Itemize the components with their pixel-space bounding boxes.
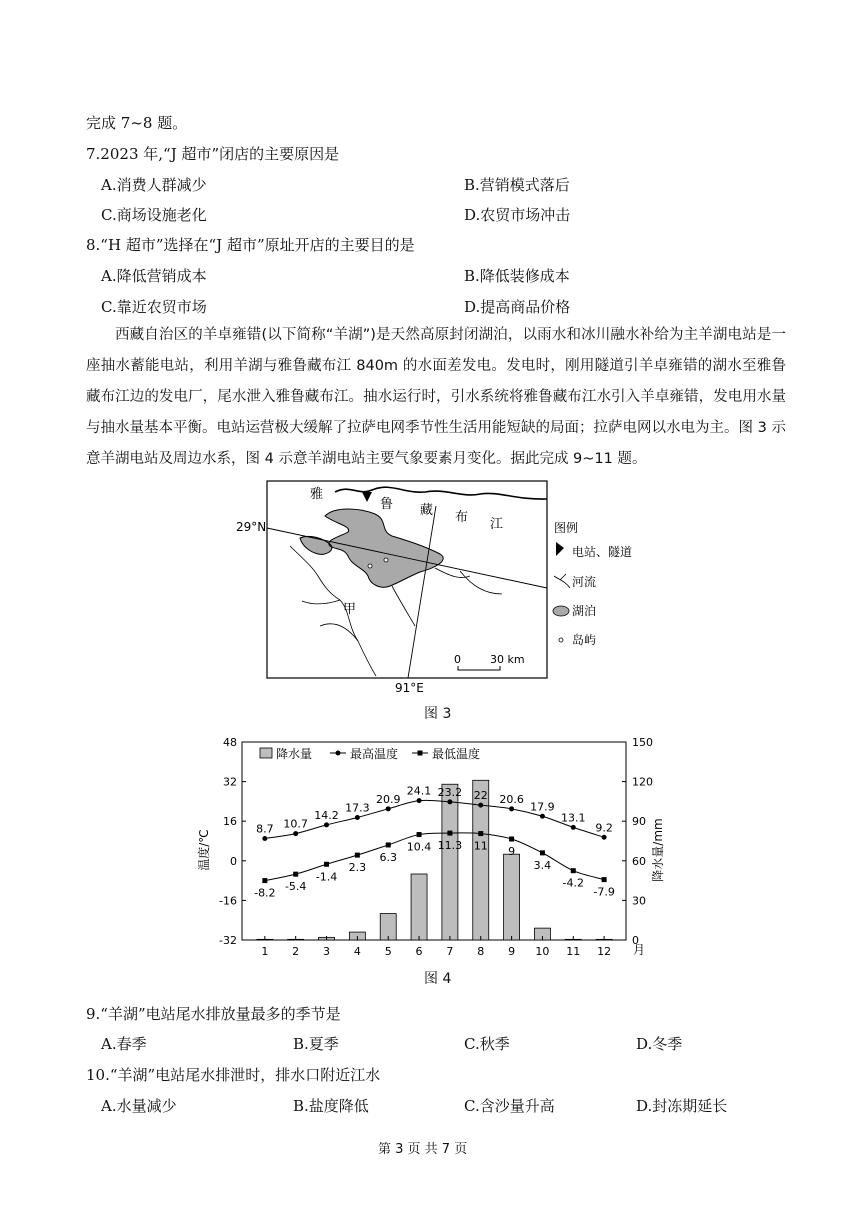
max-temp-data-label: 10.7 (283, 817, 308, 831)
legend-station-label: 电站、隧道 (572, 545, 633, 559)
legend-lake-icon (553, 606, 569, 616)
y-right-tick-label: 60 (632, 854, 646, 868)
max-temp-point (509, 806, 514, 811)
river-char-3: 藏 (420, 503, 434, 518)
legend-max-dot (336, 751, 341, 756)
scale-label: 30 km (490, 653, 525, 666)
question-9-stem: 9.“羊湖”电站尾水排放量最多的季节是 (86, 1005, 341, 1023)
yamdrok-lake (300, 509, 443, 587)
map-frame (267, 481, 547, 678)
min-temp-data-label: 3.4 (533, 858, 552, 872)
legend-station-icon (556, 542, 564, 556)
y-right-axis-title: 降水量/mm (651, 818, 665, 882)
max-temp-point (478, 803, 483, 808)
precipitation-bar (411, 874, 427, 940)
reading-passage: 西藏自治区的羊卓雍错(以下简称“羊湖”)是天然高原封闭湖泊，以雨水和冰川融水补给为主羊湖电站是一座抽水蓄能电站，利用羊湖与雅鲁藏布江 840m 的水面差发电。发电时，刚用隧道引羊卓雍错的湖水至雅鲁藏布江边的发电厂，尾水泄入雅鲁藏布江。抽水运行时，引水系统将雅鲁藏布江水引入羊卓雍错，发电用水量与抽水量基本平衡。电站运营极大缓解了拉萨电网季节性生活用能短缺的局面；拉萨电网以水电为主。图 3 示意羊湖电站及周边水系，图 4 示意羊湖电站主要气象要素月变化。据此完成 9~11 题。 (86, 327, 786, 467)
precipitation-bar (442, 784, 458, 940)
q8-option-c: C.靠近农贸市场 (101, 298, 207, 316)
latitude-label: 29°N (236, 520, 267, 534)
x-tick-label: 3 (323, 945, 331, 958)
y-left-tick-label: -16 (219, 894, 237, 908)
figure-3-caption: 图 3 (424, 706, 452, 722)
min-temp-point (324, 862, 329, 867)
q10-option-d: D.封冻期延长 (636, 1097, 728, 1115)
max-temp-point (602, 835, 607, 840)
max-temp-point (262, 836, 267, 841)
q9-option-b: B.夏季 (293, 1035, 339, 1053)
max-temp-point (386, 806, 391, 811)
scale-bar (458, 666, 500, 670)
max-temp-point (293, 831, 298, 836)
question-7-stem: 7.2023 年,“J 超市”闭店的主要原因是 (86, 145, 340, 163)
longitude-label: 91°E (395, 681, 424, 695)
min-temp-data-label: 2.3 (348, 861, 367, 875)
max-temp-point (355, 815, 360, 820)
q8-option-b: B.降低装修成本 (464, 267, 570, 285)
y-right-tick-label: 30 (632, 894, 646, 908)
min-temp-point (509, 837, 514, 842)
max-temp-data-label: 9.2 (595, 821, 613, 835)
max-temp-data-label: 20.6 (499, 792, 524, 806)
q7-option-a: A.消费人群减少 (101, 176, 207, 194)
max-temp-data-label: 23.2 (437, 785, 463, 799)
min-temp-data-label: -7.9 (593, 885, 615, 899)
min-temp-data-label: -4.2 (562, 876, 585, 890)
q9-option-a: A.春季 (101, 1035, 147, 1053)
island-marker (384, 558, 388, 562)
legend-lake-label: 湖泊 (572, 604, 597, 618)
min-temp-point (262, 878, 267, 883)
scale-zero: 0 (454, 653, 461, 666)
q8-option-a: A.降低营销成本 (101, 267, 207, 285)
y-left-tick-label: 32 (223, 775, 237, 789)
place-label-jia: 甲 (343, 602, 357, 617)
tributary-river (320, 624, 358, 641)
min-temp-data-label: -5.4 (284, 880, 307, 894)
river-char-1: 雅 (310, 487, 324, 502)
longitude-line (408, 506, 436, 678)
max-temp-point (540, 814, 545, 819)
x-tick-label: 6 (415, 945, 423, 958)
figure-4-caption: 图 4 (424, 971, 452, 987)
min-temp-point (447, 831, 452, 836)
max-temp-point (447, 799, 452, 804)
y-right-tick-label: 150 (632, 736, 653, 749)
min-temp-data-label: -8.2 (254, 886, 276, 900)
latitude-line (267, 528, 547, 588)
q9-option-d: D.冬季 (636, 1035, 683, 1053)
q10-option-c: C.含沙量升高 (464, 1097, 555, 1115)
max-temp-data-label: 13.1 (561, 811, 586, 825)
legend-island-icon (559, 638, 563, 642)
legend-bar-swatch (260, 748, 272, 758)
x-tick-label: 11 (566, 945, 581, 958)
min-temp-point (293, 872, 298, 877)
y-left-tick-label: -32 (219, 934, 237, 947)
x-tick-label: 5 (384, 945, 392, 958)
y-left-tick-label: 0 (230, 854, 237, 868)
legend-river-icon (554, 574, 570, 588)
river-char-4: 布 (455, 510, 469, 525)
max-temp-data-label: 24.1 (406, 784, 432, 798)
q10-option-a: A.水量减少 (101, 1097, 177, 1115)
island-marker (368, 564, 372, 568)
max-temp-data-label: 22 (473, 789, 488, 803)
question-8-stem: 8.“H 超市”选择在“J 超市”原址开店的主要目的是 (86, 236, 415, 254)
legend-max-label: 最高温度 (350, 747, 399, 761)
max-temp-data-label: 14.2 (314, 808, 339, 822)
y-left-axis-title: 温度/℃ (197, 829, 211, 871)
max-temp-point (324, 822, 329, 827)
river-char-2: 鲁 (380, 497, 394, 512)
question-10-stem: 10.“羊湖”电站尾水排泄时，排水口附近江水 (86, 1066, 381, 1084)
legend-island-label: 岛屿 (572, 633, 597, 647)
x-tick-label: 7 (446, 945, 454, 958)
min-temp-data-label: 6.3 (379, 850, 397, 864)
max-temp-data-label: 20.9 (375, 792, 401, 806)
max-temp-point (571, 825, 576, 830)
q9-option-c: C.秋季 (464, 1035, 510, 1053)
x-tick-label: 9 (508, 945, 516, 958)
x-tick-label: 8 (477, 945, 485, 958)
x-tick-label: 12 (597, 945, 612, 958)
river-char-5: 江 (490, 517, 504, 532)
figure-3-map (236, 476, 640, 696)
tributary-river (302, 600, 340, 604)
q10-option-b: B.盐度降低 (293, 1097, 369, 1115)
tributary-river (290, 546, 340, 600)
q8-option-d: D.提高商品价格 (464, 298, 571, 316)
max-temp-data-label: 17.9 (530, 800, 555, 814)
x-tick-label: 10 (535, 945, 550, 958)
q7-option-d: D.农贸市场冲击 (464, 206, 571, 224)
x-tick-label: 1 (261, 945, 269, 958)
min-temp-point (386, 842, 391, 847)
min-temp-point (602, 877, 607, 882)
y-right-tick-label: 0 (632, 934, 639, 947)
min-temp-data-label: 11.3 (437, 839, 463, 853)
max-temp-data-label: 17.3 (345, 801, 370, 815)
min-temp-point (571, 868, 576, 873)
min-temp-point (417, 832, 422, 837)
intro-text: 完成 7~8 题。 (86, 114, 188, 132)
y-left-tick-label: 48 (223, 736, 237, 749)
x-tick-label: 2 (292, 945, 300, 958)
q7-option-b: B.营销模式落后 (464, 176, 570, 194)
x-tick-label: 4 (353, 945, 361, 958)
y-left-tick-label: 16 (223, 815, 237, 829)
figure-4-chart (190, 732, 665, 962)
legend-precip-label: 降水量 (276, 747, 313, 761)
legend-min-dot (418, 751, 423, 756)
tributary-river (392, 586, 415, 626)
chart-plot-frame (242, 742, 626, 940)
min-temp-point (540, 850, 545, 855)
min-temp-data-label: -1.4 (315, 870, 338, 884)
y-right-tick-label: 120 (632, 775, 653, 789)
y-right-tick-label: 90 (632, 815, 646, 829)
min-temp-point (478, 831, 483, 836)
tributary-river (460, 571, 502, 594)
min-temp-point (355, 853, 360, 858)
max-temp-point (417, 798, 422, 803)
precipitation-bar (504, 854, 520, 940)
max-temp-data-label: 8.7 (256, 822, 274, 836)
legend-min-label: 最低温度 (432, 747, 481, 761)
min-temp-data-label: 10.4 (406, 840, 432, 854)
legend-title: 图例 (554, 521, 579, 535)
min-temp-data-label: 9 (508, 845, 516, 859)
q7-option-c: C.商场设施老化 (101, 206, 207, 224)
min-temp-data-label: 11 (473, 839, 488, 853)
page-footer: 第 3 页 共 7 页 (378, 1142, 468, 1157)
power-station-icon (362, 492, 372, 502)
x-unit-label: 月 (633, 943, 646, 957)
legend-river-label: 河流 (572, 575, 597, 589)
